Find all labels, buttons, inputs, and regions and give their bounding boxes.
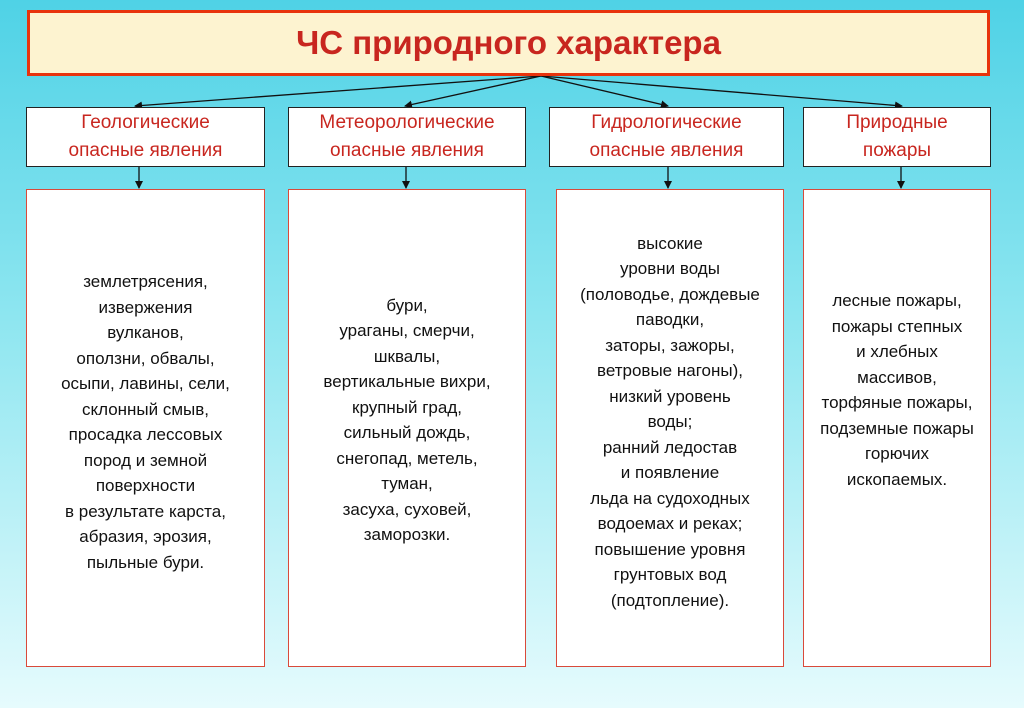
detail-hydrological-line-9: ранний ледостав xyxy=(602,437,738,457)
detail-geological xyxy=(26,189,265,667)
detail-hydrological-line-11: льда на судоходных xyxy=(590,488,750,508)
detail-fires xyxy=(803,189,991,667)
arrow-to-geological xyxy=(135,76,541,106)
detail-hydrological-line-1: высокие xyxy=(637,233,703,253)
detail-hydrological-line-10: и появление xyxy=(620,463,720,483)
detail-fires-line-3: и хлебных xyxy=(856,342,938,361)
detail-hydrological-line-3: (половодье, дождевые xyxy=(580,284,760,304)
detail-meteorological-line-7: снегопад, метель, xyxy=(336,448,478,468)
category-meteorological-line-2: опасные явления xyxy=(330,140,484,161)
detail-hydrological-line-7: низкий уровень xyxy=(609,386,731,406)
detail-hydrological-line-5: заторы, зажоры, xyxy=(605,335,735,355)
arrow-to-hydrological xyxy=(541,76,668,106)
detail-geological-line-4: оползни, обвалы, xyxy=(76,348,215,368)
detail-fires-line-5: торфяные пожары, xyxy=(821,393,973,412)
detail-fires-line-6: подземные пожары xyxy=(820,418,974,438)
detail-meteorological-line-3: шквалы, xyxy=(373,346,441,366)
detail-meteorological-line-4: вертикальные вихри, xyxy=(323,372,491,391)
category-hydrological xyxy=(549,107,784,167)
category-fires-line-1: Природные xyxy=(846,112,948,133)
category-geological-line-1: Геологические xyxy=(81,112,210,133)
detail-geological-line-10: в результате карста, xyxy=(65,501,226,521)
diagram-title: ЧС природного характера xyxy=(27,10,990,76)
detail-fires-line-4: массивов, xyxy=(857,367,937,387)
detail-hydrological-line-14: грунтовых вод xyxy=(613,565,727,585)
detail-geological-line-8: пород и земной xyxy=(83,450,208,470)
detail-meteorological-line-5: крупный град, xyxy=(352,397,462,417)
detail-geological-line-7: просадка лессовых xyxy=(68,425,223,444)
detail-geological-line-9: поверхности xyxy=(95,476,196,495)
category-hydrological-line-2: опасные явления xyxy=(589,140,744,161)
arrow-to-fires xyxy=(541,76,902,106)
category-fires xyxy=(803,107,991,167)
detail-geological-line-12: пыльные бури. xyxy=(86,552,205,572)
detail-geological-line-1: землетрясения, xyxy=(83,272,208,291)
detail-hydrological-line-6: ветровые нагоны), xyxy=(597,361,743,381)
detail-hydrological-line-2: уровни воды xyxy=(620,259,720,279)
detail-meteorological-line-8: туман, xyxy=(381,474,433,493)
detail-meteorological xyxy=(288,189,526,667)
category-geological-line-2: опасные явления xyxy=(68,140,223,161)
detail-geological-line-11: абразия, эрозия, xyxy=(79,527,212,546)
detail-fires-line-1: лесные пожары, xyxy=(832,291,962,310)
detail-fires-line-2: пожары степных xyxy=(831,316,963,336)
detail-fires-line-7: горючих xyxy=(865,444,929,463)
detail-meteorological-line-9: засуха, суховей, xyxy=(342,499,472,519)
detail-geological-line-5: осыпи, лавины, сели, xyxy=(61,374,230,393)
detail-hydrological-line-13: повышение уровня xyxy=(594,539,746,559)
category-meteorological-line-1: Метеорологические xyxy=(319,112,495,133)
detail-hydrological-line-15: (подтопление). xyxy=(610,590,730,610)
detail-geological-line-6: склонный смыв, xyxy=(81,399,210,419)
detail-hydrological-line-8: воды; xyxy=(647,412,693,432)
detail-geological-line-3: вулканов, xyxy=(107,323,184,342)
category-fires-line-2: пожары xyxy=(862,140,932,161)
category-meteorological xyxy=(288,107,526,167)
detail-hydrological xyxy=(556,189,784,667)
detail-fires-line-8: ископаемых. xyxy=(846,469,948,489)
detail-meteorological-line-1: бури, xyxy=(386,295,428,315)
detail-meteorological-line-2: ураганы, смерчи, xyxy=(339,321,475,340)
detail-geological-line-2: извержения xyxy=(98,297,193,317)
detail-hydrological-line-12: водоемах и реках; xyxy=(597,514,743,534)
category-geological xyxy=(26,107,265,167)
arrow-to-meteorological xyxy=(405,76,541,106)
detail-hydrological-line-4: паводки, xyxy=(635,310,705,330)
detail-meteorological-line-6: сильный дождь, xyxy=(343,423,471,442)
detail-meteorological-line-10: заморозки. xyxy=(363,525,451,544)
category-hydrological-line-1: Гидрологические xyxy=(591,112,742,133)
